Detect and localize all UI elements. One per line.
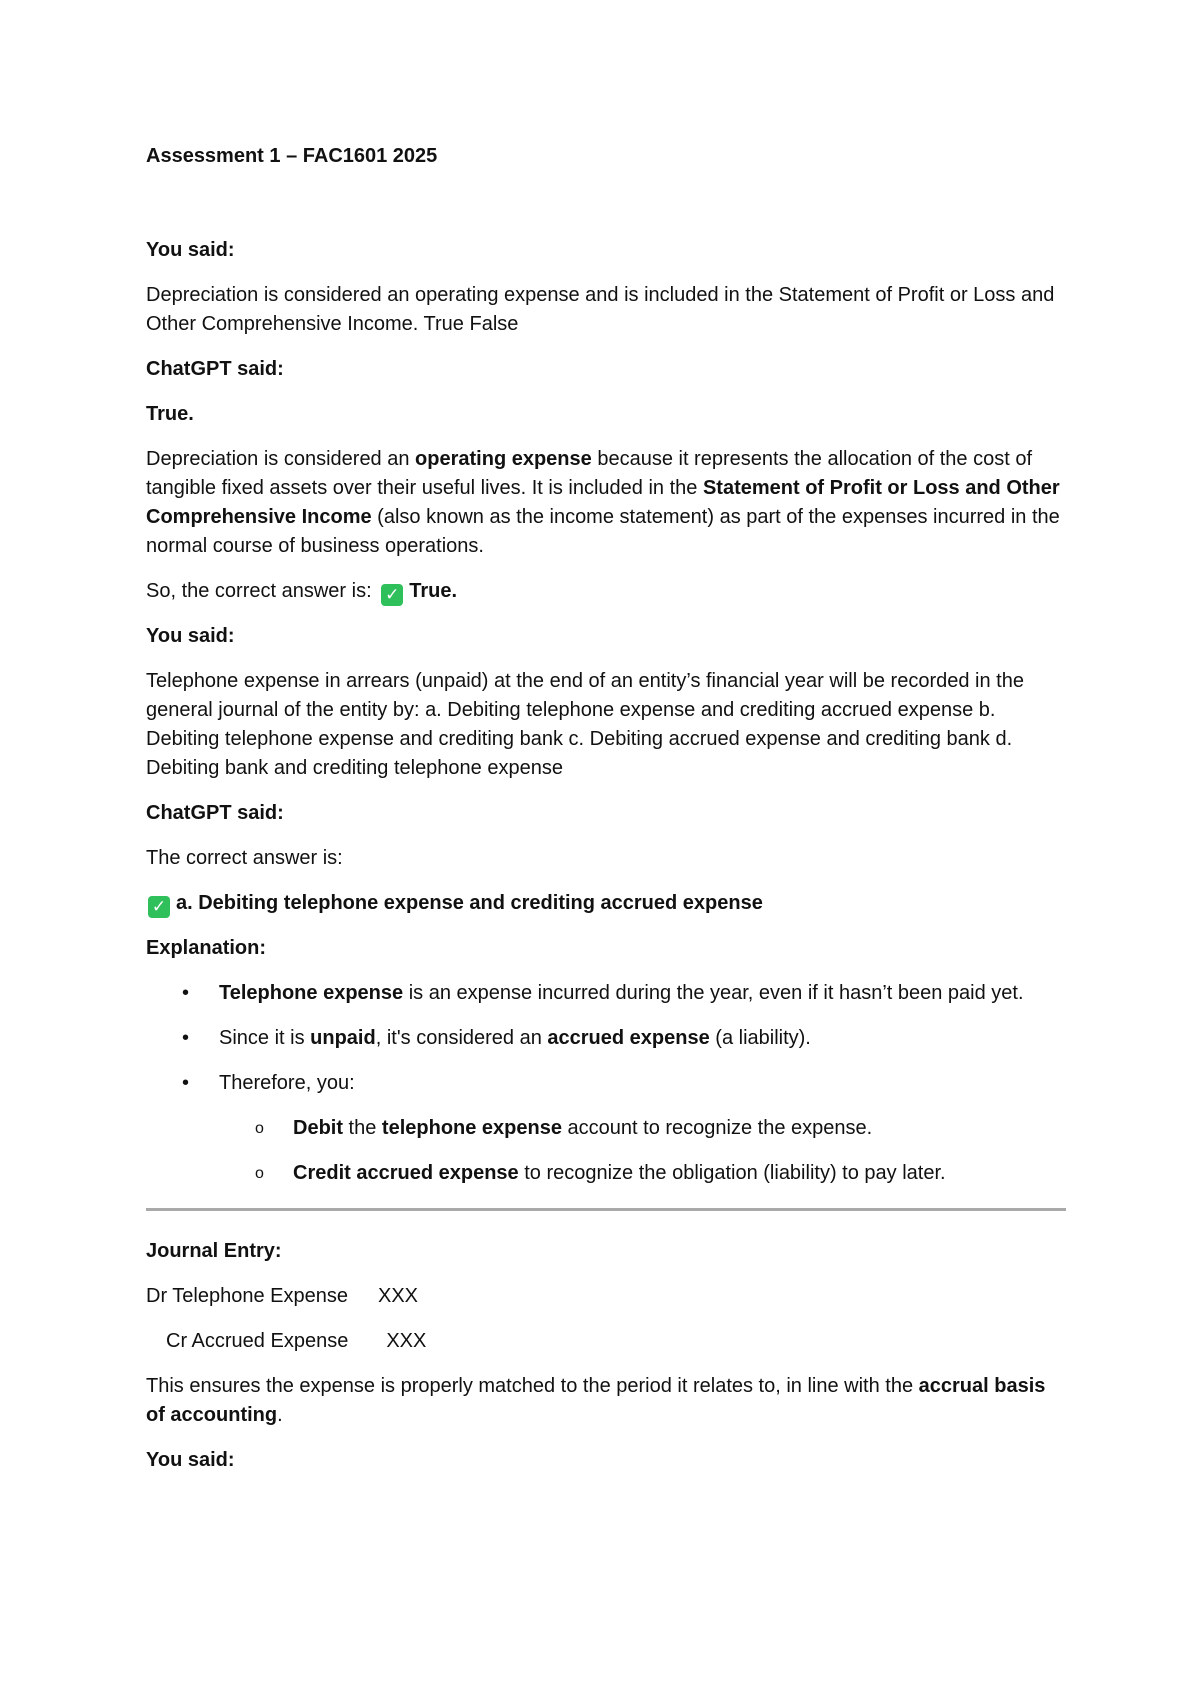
list-item: • Since it is unpaid, it's considered an accrued expense (a liability). bbox=[146, 1024, 1066, 1053]
explanation-label: Explanation: bbox=[146, 937, 267, 959]
check-icon: ✓ bbox=[381, 584, 403, 606]
answer-intro: The correct answer is: bbox=[146, 847, 343, 869]
question-text: Depreciation is considered an operating expense and is included in the Statement of Profit or Loss and Other Comprehensive Income. True False bbox=[146, 284, 1055, 335]
question-text: Telephone expense in arrears (unpaid) at the end of an entity’s financial year will be recorded in the general journal of the entity by: a. Debiting telephone expense and crediting accrued expense b. Debiting telephone expense and crediting bank c. Debiting accrued expense and crediting bank d. Debiting bank and crediting telephone expense bbox=[146, 670, 1024, 779]
answer-text: True. bbox=[146, 403, 194, 425]
journal-debit-line: Dr Telephone Expense XXX bbox=[146, 1285, 419, 1307]
explanation-list bbox=[146, 979, 1066, 1188]
you-said-label: You said: bbox=[146, 1449, 235, 1471]
you-said-label: You said: bbox=[146, 239, 235, 261]
closing-paragraph: This ensures the expense is properly matched to the period it relates to, in line with the accrual basis of accounting. bbox=[146, 1375, 1046, 1426]
you-said-label: You said: bbox=[146, 625, 235, 647]
explanation-paragraph: Depreciation is considered an operating expense because it represents the allocation of the cost of tangible fixed assets over their useful lives. It is included in the Statement of Profit or Loss and Other Comprehensive Income (also known as the income statement) as part of the expenses incurred in the normal course of business operations. bbox=[146, 448, 1060, 557]
journal-credit-line: Cr Accrued Expense XXX bbox=[166, 1330, 427, 1352]
list-item: • Telephone expense is an expense incurred during the year, even if it hasn’t been paid yet. bbox=[146, 979, 1066, 1008]
sub-list-item: o Credit accrued expense to recognize the obligation (liability) to pay later. bbox=[146, 1159, 1066, 1188]
answer-line: ✓ a. Debiting telephone expense and crediting accrued expense bbox=[146, 889, 1066, 918]
check-icon: ✓ bbox=[148, 896, 170, 918]
horizontal-divider bbox=[146, 1208, 1066, 1211]
chatgpt-said-label: ChatGPT said: bbox=[146, 802, 284, 824]
journal-entry-label: Journal Entry: bbox=[146, 1240, 282, 1262]
conclusion-line: So, the correct answer is: ✓ True. bbox=[146, 580, 457, 604]
document-title: Assessment 1 – FAC1601 2025 bbox=[146, 145, 438, 167]
list-item: • Therefore, you: o Debit the telephone expense account to recognize the expense. o Credit accrued expense to recognize the obligation (liability) to pay later. bbox=[146, 1069, 1066, 1188]
chatgpt-said-label: ChatGPT said: bbox=[146, 358, 284, 380]
sub-list bbox=[146, 1114, 1066, 1188]
sub-bullet-marker: o bbox=[255, 1120, 264, 1137]
document-content bbox=[146, 142, 1066, 1475]
sub-list-item: o Debit the telephone expense account to recognize the expense. bbox=[146, 1114, 1066, 1143]
sub-bullet-marker: o bbox=[255, 1165, 264, 1182]
